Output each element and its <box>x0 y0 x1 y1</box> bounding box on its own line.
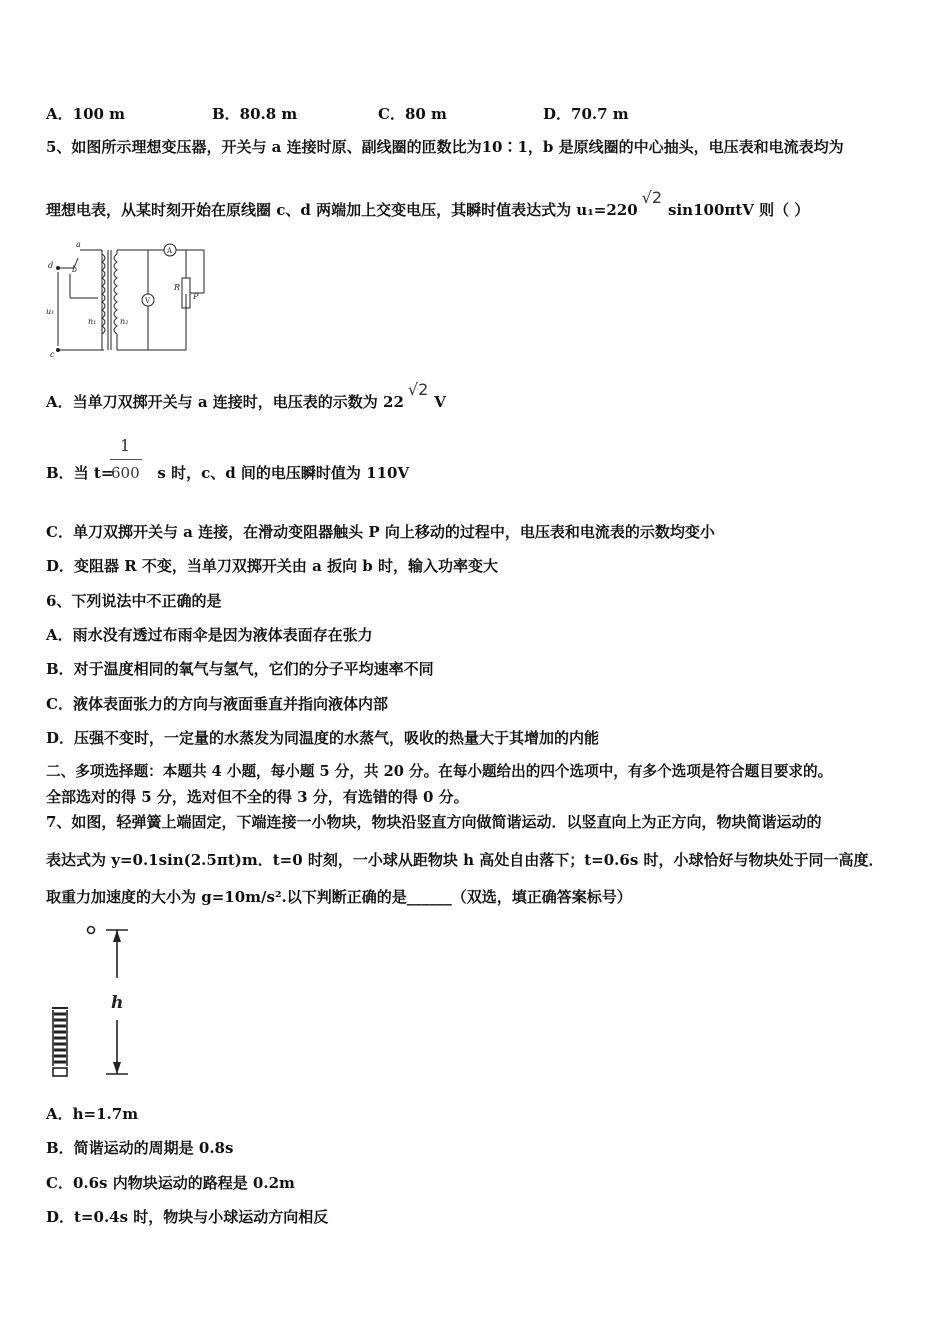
q6-stem: 6、下列说法中不正确的是 <box>46 592 222 610</box>
q4-option-c: C．80 m <box>378 105 447 123</box>
label-P: P <box>193 292 199 301</box>
frac-denominator: 600 <box>111 464 140 482</box>
q7-option-d: D．t=0.4s 时，物块与小球运动方向相反 <box>46 1208 329 1226</box>
frac-bar <box>110 459 142 460</box>
q4-option-d: D．70.7 m <box>543 105 629 123</box>
q4-option-b: B．80.8 m <box>212 105 298 123</box>
q7-stem-line3: 取重力加速度的大小为 g=10m/s².以下判断正确的是______（双选，填正确答案标号） <box>46 888 632 906</box>
q5-stem-line2 <box>46 188 810 220</box>
q6-option-c: C．液体表面张力的方向与液面垂直并指向液体内部 <box>46 695 388 713</box>
q5-option-b-pre: B．当 t= <box>46 464 114 482</box>
label-a: a <box>76 240 81 249</box>
voltmeter-label: V <box>145 297 151 305</box>
q4-option-a: A．100 m <box>46 105 126 123</box>
section2-line2: 全部选对的得 5 分，选对但不全的得 3 分，有选错的得 0 分。 <box>46 788 469 806</box>
label-d: d <box>48 261 54 270</box>
transformer-circuit-diagram <box>44 238 224 360</box>
q6-option-d: D．压强不变时，一定量的水蒸发为同温度的水蒸气，吸收的热量大于其增加的内能 <box>46 729 600 747</box>
q5-option-b <box>46 463 409 483</box>
ammeter-label: A <box>167 247 173 255</box>
sqrt2: √2 <box>641 188 663 207</box>
q5-stem-line2-post: sin100πtV 则（ ） <box>668 201 810 219</box>
q6-option-a: A．雨水没有透过布雨伞是因为液体表面存在张力 <box>46 626 373 644</box>
q5-stem-line1: 5、如图所示理想变压器，开关与 a 连接时原、副线圈的匝数比为10∶1，b 是原线圈的中心抽头，电压表和电流表均为 <box>46 138 844 156</box>
label-b: b <box>72 265 78 274</box>
q5-option-c: C．单刀双掷开关与 a 连接，在滑动变阻器触头 P 向上移动的过程中，电压表和电流表的示数均变小 <box>46 523 715 541</box>
q7-option-b: B．简谐运动的周期是 0.8s <box>46 1139 234 1157</box>
q7-option-a: A．h=1.7m <box>46 1105 139 1123</box>
q5-option-a-pre: A．当单刀双掷开关与 a 连接时，电压表的示数为 22 <box>46 393 404 411</box>
q6-option-b: B．对于温度相同的氧气与氢气，它们的分子平均速率不同 <box>46 660 434 678</box>
q5-stem-line2-pre: 理想电表，从某时刻开始在原线圈 c、d 两端加上交变电压，其瞬时值表达式为 u₁=220 <box>46 201 638 219</box>
frac-numerator: 1 <box>120 436 131 455</box>
section2-line1: 二、多项选择题：本题共 4 小题，每小题 5 分，共 20 分。在每小题给出的四个选项中，有多个选项是符合题目要求的。 <box>46 763 833 780</box>
q7-stem-line1: 7、如图，轻弹簧上端固定，下端连接一小物块，物块沿竖直方向做简谐运动．以竖直向上为正方向，物块简谐运动的 <box>46 813 822 831</box>
label-n1: n₁ <box>88 317 97 326</box>
q5-option-a <box>46 380 446 412</box>
q5-option-b-post: s 时，c、d 间的电压瞬时值为 110V <box>157 464 410 482</box>
label-u1: u₁ <box>46 307 55 316</box>
q7-stem-line2: 表达式为 y=0.1sin(2.5πt)m．t=0 时刻，一小球从距物块 h 高处自由落下；t=0.6s 时，小球恰好与物块处于同一高度． <box>46 851 884 869</box>
label-n2: n₂ <box>120 317 129 326</box>
q5-option-d: D．变阻器 R 不变，当单刀双掷开关由 a 扳向 b 时，输入功率变大 <box>46 557 499 575</box>
label-h: h <box>111 993 124 1013</box>
label-c: c <box>50 350 55 359</box>
sqrt2-a: √2 <box>407 380 429 399</box>
q7-option-c: C．0.6s 内物块运动的路程是 0.2m <box>46 1174 295 1192</box>
q5-option-a-post: V <box>434 393 446 411</box>
spring-ball-diagram <box>44 922 134 1084</box>
label-R: R <box>174 283 181 292</box>
